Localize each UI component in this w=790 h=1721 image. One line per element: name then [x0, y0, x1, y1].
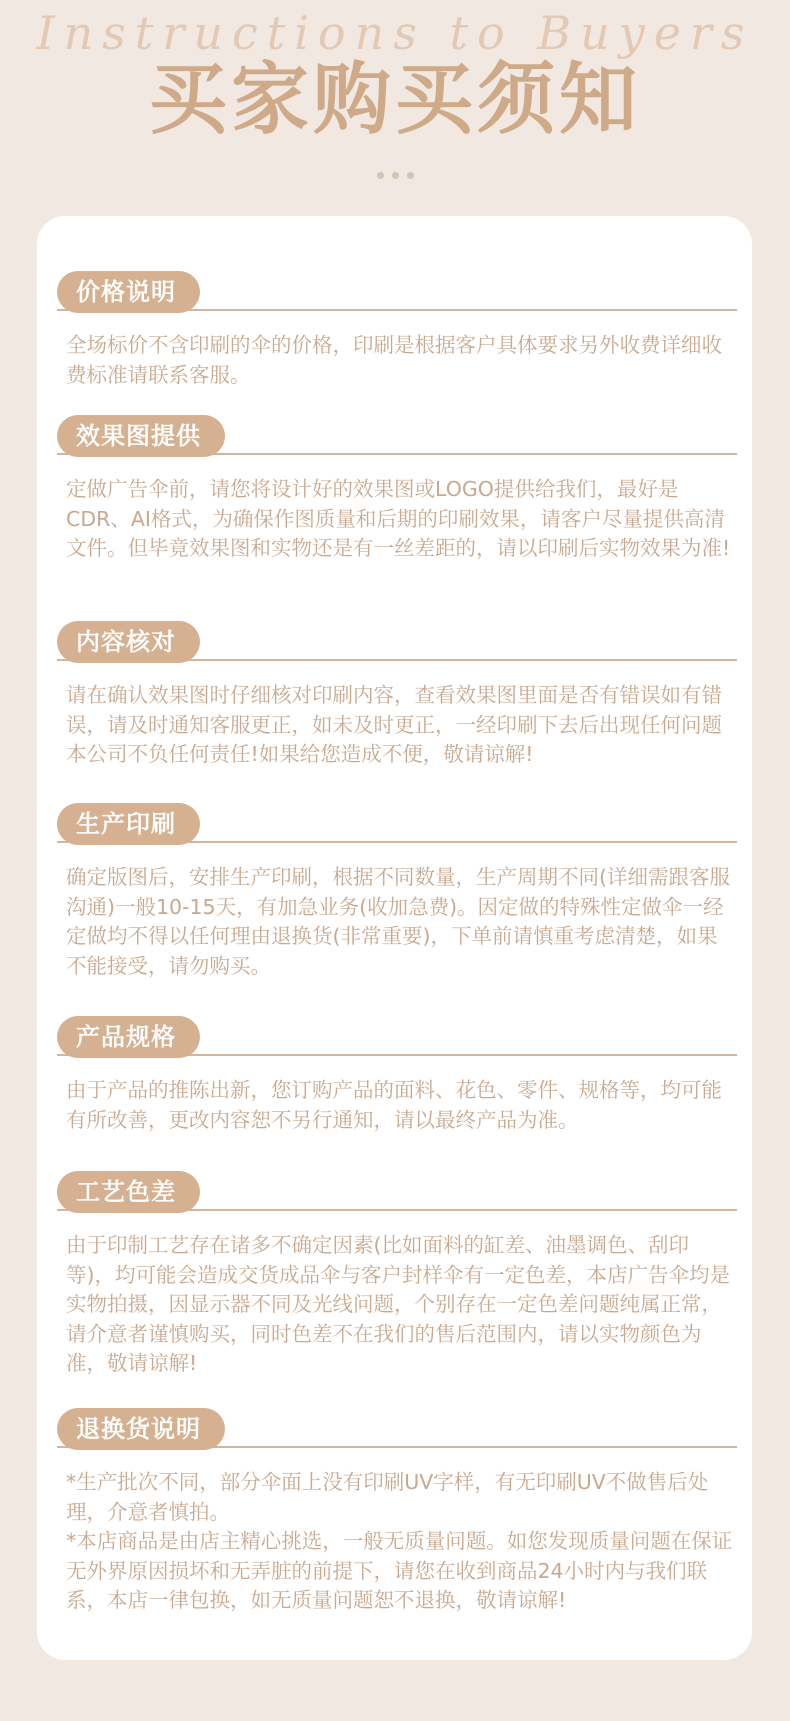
section-paragraph: 定做广告伞前，请您将设计好的效果图或LOGO提供给我们，最好是CDR、AI格式，为确保作图质量和后期的印刷效果，请客户尽量提供高清文件。但毕竟效果图和实物还是有一丝差距的，请以印刷后实物效果为准! — [66, 477, 731, 560]
notice-card — [37, 216, 752, 1660]
section-body — [66, 331, 736, 390]
section-title: 产品规格 — [57, 1016, 200, 1058]
decorative-dots — [0, 172, 790, 179]
section-title: 退换货说明 — [57, 1408, 225, 1450]
section-header — [57, 1171, 737, 1215]
section-header — [57, 1408, 737, 1452]
section-content-check — [57, 621, 737, 770]
section-body — [66, 1468, 736, 1616]
section-body — [66, 681, 736, 770]
dot-icon — [392, 172, 399, 179]
section-paragraph: 请在确认效果图时仔细核对印刷内容，查看效果图里面是否有错误如有错误，请及时通知客服更正，如未及时更正，一经印刷下去后出现任何问题本公司不负任何责任!如果给您造成不便，敬请谅解! — [66, 683, 722, 766]
section-body — [66, 1231, 736, 1379]
section-returns — [57, 1408, 737, 1616]
page-header — [0, 0, 790, 200]
section-paragraph: 由于印制工艺存在诸多不确定因素(比如面料的缸差、油墨调色、刮印等)，均可能会造成交货成品伞与客户封样伞有一定色差，本店广告伞均是实物拍摄，因显示器不同及光线问题，个别存在一定色差问题纯属正常，请介意者谨慎购买，同时色差不在我们的售后范围内，请以实物颜色为准，敬请谅解! — [66, 1233, 730, 1375]
section-body — [66, 475, 736, 564]
section-header — [57, 415, 737, 459]
dot-icon — [377, 172, 384, 179]
section-color-difference — [57, 1171, 737, 1379]
section-specs — [57, 1016, 737, 1135]
section-paragraph: *生产批次不同，部分伞面上没有印刷UV字样，有无印刷UV不做售后处理，介意者慎拍。 — [66, 1470, 709, 1524]
section-production — [57, 803, 737, 981]
section-paragraph: 确定版图后，安排生产印刷，根据不同数量，生产周期不同(详细需跟客服沟通)一般10-15天，有加急业务(收加急费)。因定做的特殊性定做伞一经定做均不得以任何理由退换货(非常重要)，下单前请慎重考虑清楚，如果不能接受，请勿购买。 — [66, 865, 730, 978]
section-title: 内容核对 — [57, 621, 200, 663]
section-title: 价格说明 — [57, 271, 200, 313]
dot-icon — [407, 172, 414, 179]
section-paragraph: 全场标价不含印刷的伞的价格，印刷是根据客户具体要求另外收费详细收费标准请联系客服。 — [66, 333, 722, 387]
section-paragraph: *本店商品是由店主精心挑选，一般无质量问题。如您发现质量问题在保证无外界原因损坏和无弄脏的前提下，请您在收到商品24小时内与我们联系，本店一律包换，如无质量问题恕不退换，敬请谅解! — [66, 1529, 733, 1612]
section-title: 工艺色差 — [57, 1171, 200, 1213]
section-price — [57, 271, 737, 390]
section-title: 生产印刷 — [57, 803, 200, 845]
section-rendering — [57, 415, 737, 564]
section-header — [57, 271, 737, 315]
section-header — [57, 1016, 737, 1060]
section-header — [57, 621, 737, 665]
page-title: 买家购买须知 — [148, 55, 641, 145]
section-paragraph: 由于产品的推陈出新，您订购产品的面料、花色、零件、规格等，均可能有所改善，更改内容恕不另行通知，请以最终产品为准。 — [66, 1078, 722, 1132]
section-body — [66, 1076, 736, 1135]
script-title: Instructions to Buyers — [36, 6, 754, 60]
section-header — [57, 803, 737, 847]
section-body — [66, 863, 736, 981]
section-title: 效果图提供 — [57, 415, 225, 457]
